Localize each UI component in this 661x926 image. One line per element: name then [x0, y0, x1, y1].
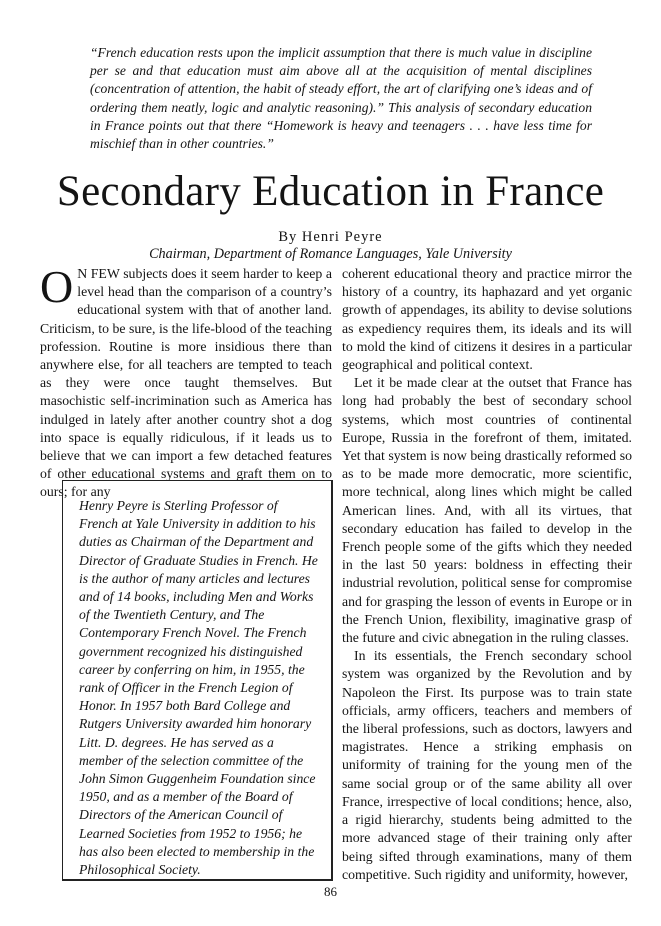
paragraph: coherent educational theory and practice mirror the history of a country, its haphazard and yet organic growth of appendages, its ability to devise solutions as expediency requires them, its ideals and its will to mold the kind of citizens it desires in a particular geographical and political context.: [342, 266, 632, 373]
page-number: 86: [324, 884, 337, 899]
author-bio: Henry Peyre is Sterling Professor of French at Yale University in addition to his duties as Chairman of the Department and Director of Graduate Studies in French. He is the author of many articles and lectures and of 14 books, including Men and Works of the Twentieth Century, and The Contemporary French Novel. The French government recognized his distinguished career by conferring on him, in 1955, the rank of Officer in the French Legion of Honor. In 1957 both Bard College and Rutgers University awarded him honorary Litt. D. degrees. He has served as a member of the selection committee of the John Simon Guggenheim Foundation since 1950, and as a member of the Board of Directors of the American Council of Learned Societies from 1952 to 1956; he has also been elected to membership in the Philosophical Society.: [79, 498, 318, 878]
opening-paragraph: [40, 261, 332, 502]
article-title: Secondary Education in France: [56, 168, 605, 215]
left-column: [40, 261, 332, 502]
article-byline: By Henri Peyre: [278, 229, 383, 245]
drop-cap: O: [40, 261, 74, 312]
epigraph: “French education rests upon the implicit assumption that there is much value in discipline per se and that education must aim above all at the acquisition of mental disciplines (concentration of attention, the habit of steady effort, the art of clarifying one’s ideas and of ordering them neatly, logic and analytic reasoning).” This analysis of secondary education in France points out that there “Homework is heavy and teenagers . . . have less time for mischief than in other countries.”: [90, 45, 592, 152]
paragraph: In its essentials, the French secondary school system was organized by the Revolution and by Napoleon the First. Its purpose was to train state officials, army officers, teachers and members of the liberal professions, such as doctors, lawyers and magistrates. Hence a striking emphasis on uniformity of training for the young men of the same social group or of the same ability all over France, irrespective of local conditions; hence, also, a rigid hierarchy, students being admitted to the more advanced stage of their training only after being sifted through examinations, many of them competitive. Such rigidity and uniformity, however,: [342, 648, 632, 882]
paragraph: Let it be made clear at the outset that France has long had probably the best of secondary school systems, which most countries of continental Europe, Russia in the forefront of them, imitated. Yet that system is now being drastically reformed so as to be made more democratic, more scientific, more technical, along lines which might be called American lines. And, with all its virtues, that secondary education has failed to develop in the French people some of the gifts which they needed in the last 50 years: boldness in effecting their industrial revolution, political sense for compromise and for grasping the lesson of events in Europe or in the French Union, flexibility, imaginative grasp of the future and civic abnegation in the ruling classes.: [342, 375, 632, 646]
author-affiliation: Chairman, Department of Romance Languages, Yale University: [149, 246, 512, 262]
right-column: [342, 265, 632, 884]
opening-paragraph-text: N FEW subjects does it seem harder to keep a level head than the comparison of a country’s educational system with that of another land. Criticism, to be sure, is the life-blood of the teaching profession. Routine is more insidious there than anywhere else, for all teachers are tempted to teach as they were once taught themselves. But masochistic self-incrimination such as America has indulged in lately after another country shot a dog into space is equally ridiculous, if it leads us to believe that we can import a few detached features of other educational systems and graft them on to ours; for any: [40, 266, 332, 500]
